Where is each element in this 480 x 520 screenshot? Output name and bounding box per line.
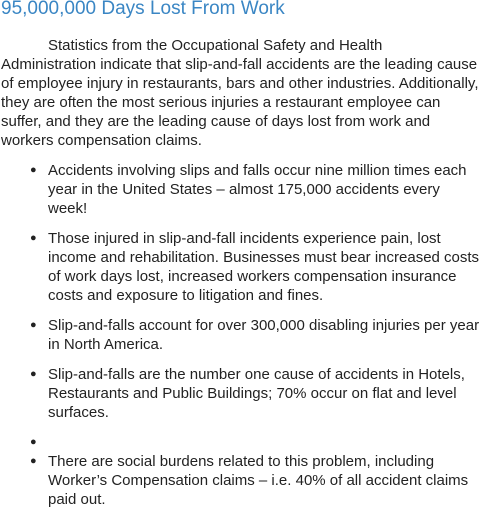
list-item	[0, 365, 480, 422]
statistics-list	[0, 161, 480, 520]
bullet-icon: ●	[30, 319, 37, 331]
list-item-empty	[0, 433, 480, 452]
list-item-text: Accidents involving slips and falls occur nine million times each year in the United States – almost 175,000 accidents every week!	[48, 162, 467, 217]
bullet-icon: ●	[30, 164, 37, 176]
intro-paragraph: Statistics from the Occupational Safety and Health Administration indicate that slip-and-fall accidents are the leading cause of employee injury in restaurants, bars and other industries. Additionally, they are often the most serious injuries a restaurant employee can suffer, and they are the leading cause of days lost from work and workers compensation claims.	[1, 37, 479, 149]
bullet-icon: ●	[30, 368, 37, 380]
list-item-text: Slip-and-falls account for over 300,000 disabling injuries per year in North America.	[48, 317, 480, 353]
list-item-text: There are social burdens related to this problem, including Worker’s Compensation claims – i.e. 40% of all accident claims paid out.	[48, 453, 469, 508]
list-item	[0, 452, 480, 509]
list-item	[0, 229, 480, 305]
bullet-icon: ●	[30, 232, 37, 244]
list-item-text: Those injured in slip-and-fall incidents experience pain, lost income and rehabilitation. Businesses must bear increased costs of work days lost, increased workers compensation insurance costs and exposure to litigation and fines.	[48, 230, 480, 304]
list-item	[0, 161, 480, 218]
bullet-icon: ●	[30, 455, 37, 467]
list-item-text: Slip-and-falls are the number one cause of accidents in Hotels, Restaurants and Public Buildings; 70% occur on flat and level surfaces.	[48, 366, 465, 421]
article-title: 95,000,000 Days Lost From Work	[1, 0, 285, 19]
list-item	[0, 316, 480, 354]
bullet-icon: ●	[30, 436, 37, 448]
